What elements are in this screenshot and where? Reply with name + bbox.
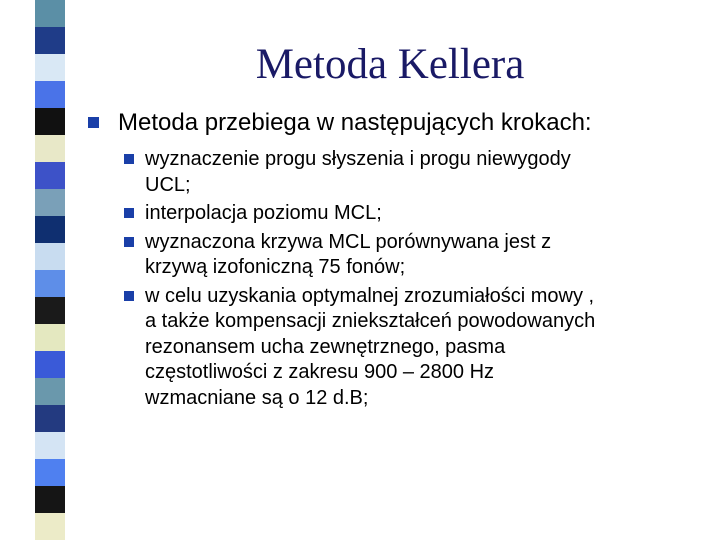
step-4-line-1: w celu uzyskania optymalnej zrozumiałości mowy ,	[145, 284, 595, 307]
step-1-line-1: wyznaczenie progu słyszenia i progu niewygody	[145, 148, 571, 170]
strip-block	[35, 297, 65, 324]
step-3-line-2: krzywą izofoniczną 75 fonów;	[145, 256, 406, 278]
strip-block	[35, 216, 65, 243]
step-3-line-1: wyznaczona krzywa MCL porównywana jest z	[145, 230, 552, 253]
step-4-line-3: rezonansem ucha zewnętrznego, pasma	[145, 335, 506, 358]
strip-block	[35, 54, 65, 81]
strip-block	[35, 324, 65, 351]
square-bullet-icon	[124, 291, 134, 301]
step-1-line-2: UCL;	[145, 173, 191, 196]
strip-block	[35, 189, 65, 216]
step-item-3	[86, 230, 706, 281]
square-bullet-icon	[124, 237, 134, 247]
strip-block	[35, 270, 65, 297]
strip-block	[35, 81, 65, 108]
strip-block	[35, 108, 65, 135]
strip-block	[35, 0, 65, 27]
step-list	[86, 147, 706, 411]
main-bullet-text: Metoda przebiega w następujących krokach:	[118, 109, 592, 136]
square-bullet-icon	[124, 154, 134, 164]
step-item-2	[86, 201, 706, 227]
step-4-line-4: częstotliwości z zakresu 900 – 2800 Hz	[145, 361, 495, 383]
strip-block	[35, 459, 65, 486]
slide-title: Metoda Kellera	[255, 41, 525, 88]
square-bullet-icon	[124, 208, 134, 218]
square-bullet-icon	[88, 117, 99, 128]
strip-block	[35, 135, 65, 162]
strip-block	[35, 405, 65, 432]
step-item-1	[86, 147, 706, 198]
strip-block	[35, 432, 65, 459]
strip-block	[35, 243, 65, 270]
slide-body	[86, 108, 706, 414]
strip-block	[35, 378, 65, 405]
strip-block	[35, 486, 65, 513]
strip-block	[35, 513, 65, 540]
strip-block	[35, 351, 65, 378]
step-item-4	[86, 284, 706, 412]
decorative-side-strip	[35, 0, 65, 540]
step-2-line-1: interpolacja poziomu MCL;	[145, 202, 382, 224]
step-4-line-5: wzmacniane są o 12 d.B;	[145, 386, 369, 409]
step-4-line-2: a także kompensacji zniekształceń powodowanych	[145, 310, 596, 332]
main-bullet	[86, 108, 706, 138]
strip-block	[35, 162, 65, 189]
strip-block	[35, 27, 65, 54]
